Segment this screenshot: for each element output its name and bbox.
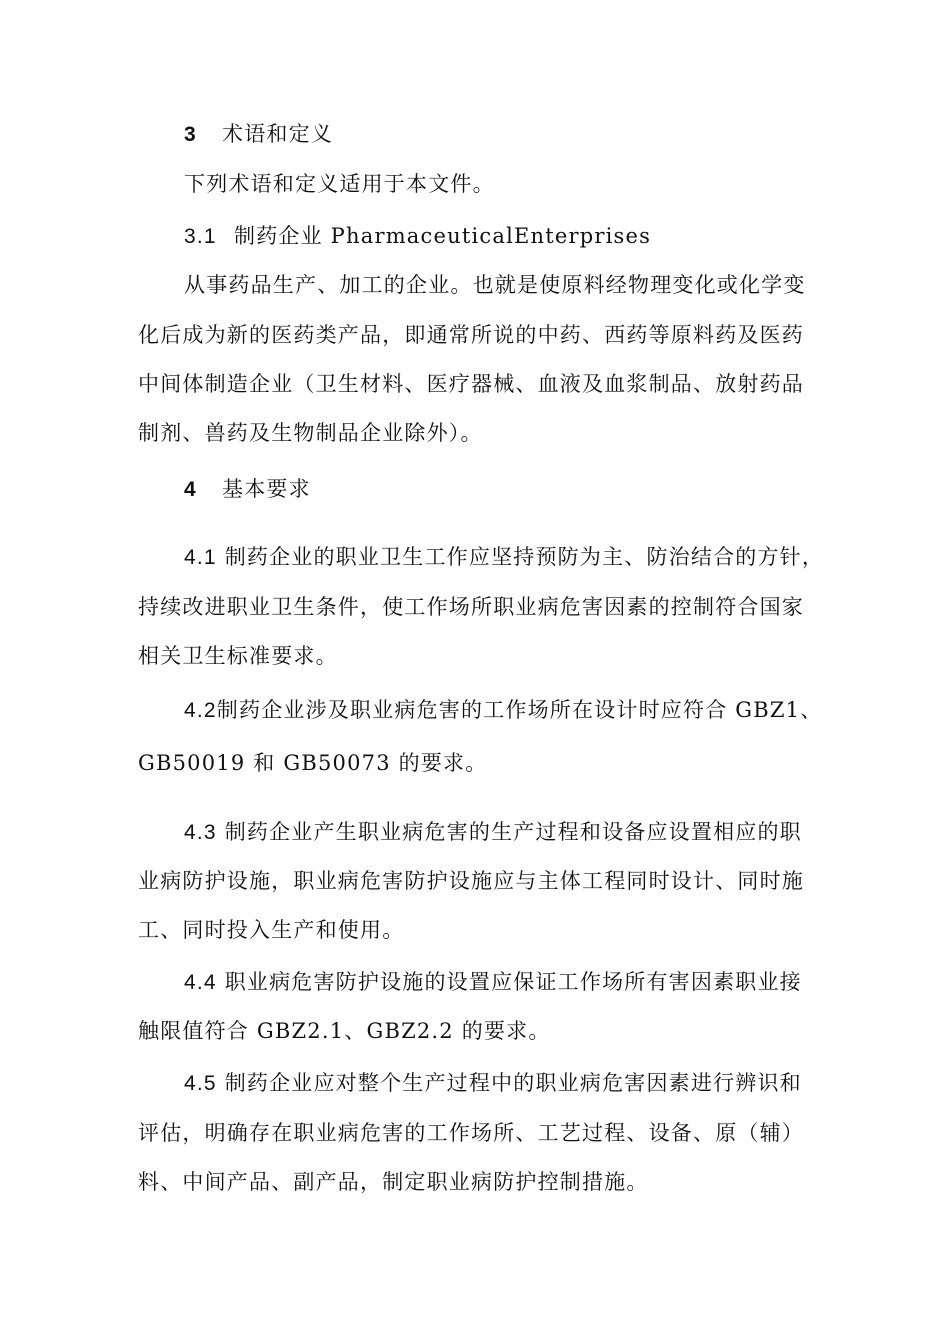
clause-4-4-number: 4.4 <box>184 971 217 994</box>
term-3-1-heading <box>184 221 651 252</box>
clause-line: 持续改进职业卫生条件，使工作场所职业病危害因素的控制符合国家 <box>138 595 804 619</box>
section-3-intro: 下列术语和定义适用于本文件。 <box>184 172 495 196</box>
clause-4-5-number: 4.5 <box>184 1072 217 1095</box>
clause-line: 触限值符合 GBZ2.1、GBZ2.2 的要求。 <box>138 1019 551 1043</box>
clause-4-2-number: 4.2 <box>184 699 217 722</box>
clause-line: 工、同时投入生产和使用。 <box>138 918 405 942</box>
clause-4-3-number: 4.3 <box>184 821 217 844</box>
term-3-1-number: 3.1 <box>184 225 217 248</box>
clause-4-1-line <box>184 542 824 573</box>
clause-line: 业病防护设施，职业病危害防护设施应与主体工程同时设计、同时施 <box>138 869 804 893</box>
section-3-number: 3 <box>184 123 197 146</box>
clause-4-4-text: 职业病危害防护设施的设置应保证工作场所有害因素职业接 <box>224 970 802 994</box>
clause-4-5-line <box>184 1068 802 1099</box>
section-4-heading <box>184 474 311 505</box>
section-3-heading <box>184 119 333 150</box>
section-4-title: 基本要求 <box>222 477 311 501</box>
clause-line: GB50019 和 GB50073 的要求。 <box>138 751 488 775</box>
term-definition-line: 中间体制造企业（卫生材料、医疗器械、血液及血浆制品、放射药品 <box>138 372 804 396</box>
clause-4-5-text: 制药企业应对整个生产过程中的职业病危害因素进行辨识和 <box>224 1071 802 1095</box>
clause-4-2-line <box>184 695 822 726</box>
term-definition-line: 化后成为新的医药类产品，即通常所说的中药、西药等原料药及医药 <box>138 323 804 347</box>
clause-line: 相关卫生标准要求。 <box>138 644 338 668</box>
clause-4-4-line <box>184 967 802 998</box>
section-4-number: 4 <box>184 478 197 501</box>
clause-4-2-text: 制药企业涉及职业病危害的工作场所在设计时应符合 GBZ1、 <box>216 698 823 722</box>
clause-4-1-text: 制药企业的职业卫生工作应坚持预防为主、防治结合的方针， <box>224 545 825 569</box>
clause-4-1-number: 4.1 <box>184 546 217 569</box>
clause-4-3-text: 制药企业产生职业病危害的生产过程和设备应设置相应的职 <box>224 820 802 844</box>
term-3-1-name: 制药企业 PharmaceuticalEnterprises <box>234 224 652 248</box>
term-definition-line: 从事药品生产、加工的企业。也就是使原料经物理变化或化学变 <box>184 273 806 297</box>
clause-line: 评估，明确存在职业病危害的工作场所、工艺过程、设备、原（辅） <box>138 1121 804 1145</box>
clause-line: 料、中间产品、副产品，制定职业病防护控制措施。 <box>138 1170 649 1194</box>
term-definition-line: 制剂、兽药及生物制品企业除外）。 <box>138 421 483 445</box>
section-3-title: 术语和定义 <box>222 122 333 146</box>
clause-4-3-line <box>184 817 802 848</box>
